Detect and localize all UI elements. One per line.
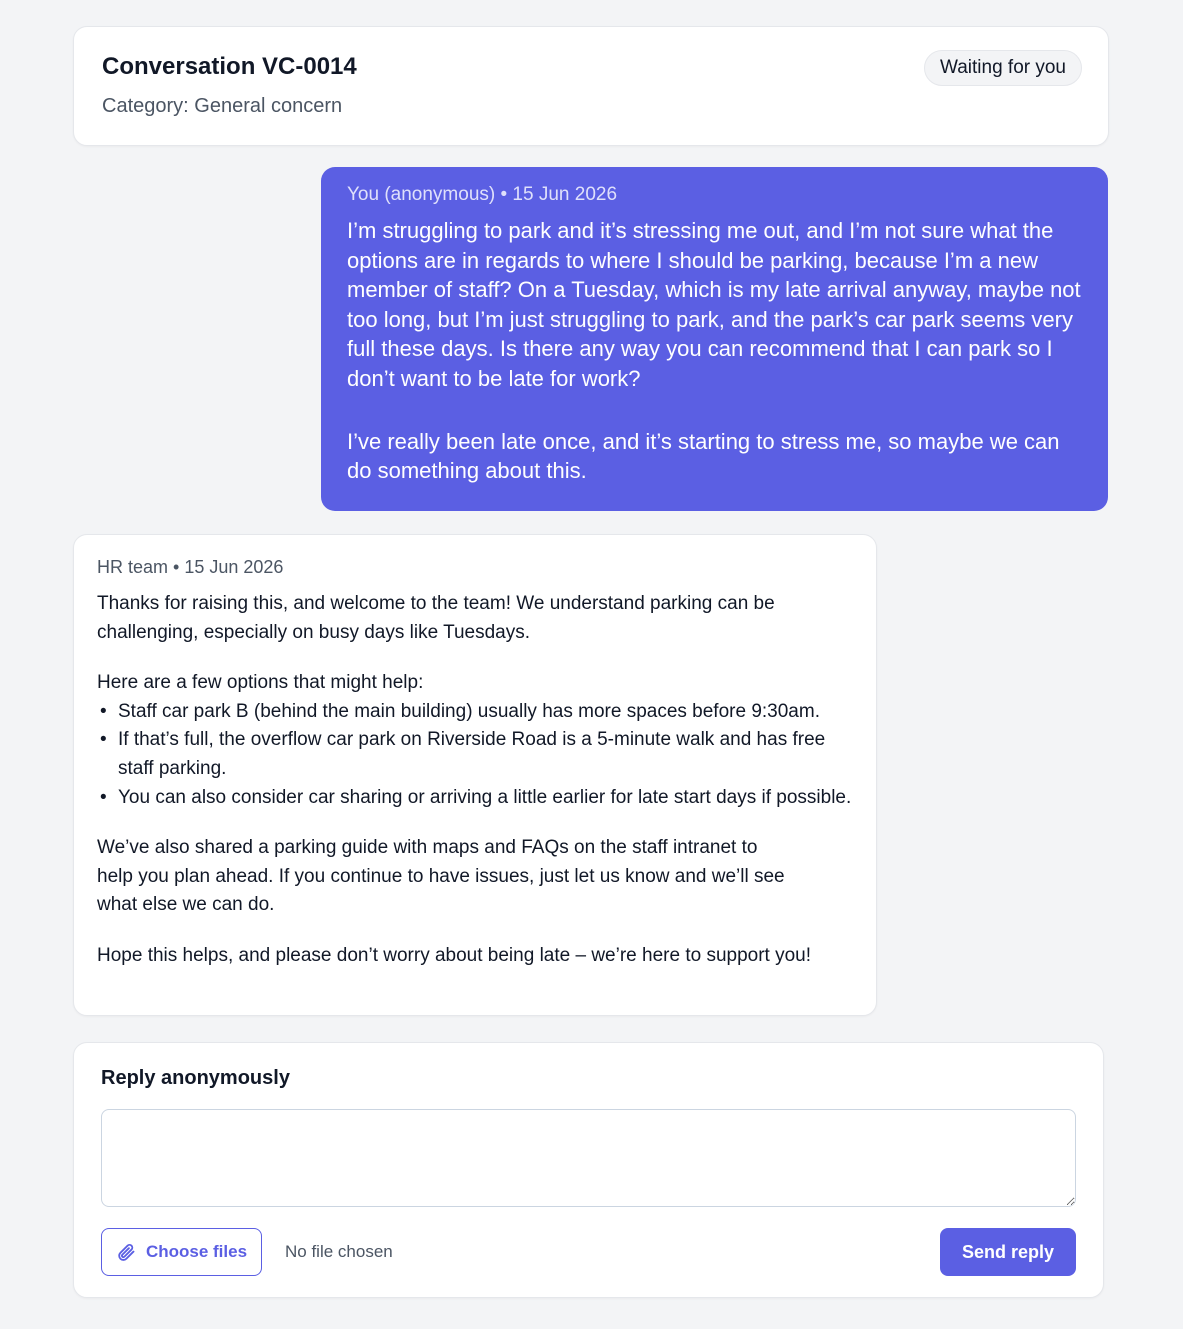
reply-panel bbox=[73, 1042, 1104, 1298]
hr-closing: Hope this helps, and please don’t worry about being late – we’re here to support you! bbox=[97, 944, 812, 966]
conversation-category: Category: General concern bbox=[102, 95, 343, 117]
conversation-title: Conversation VC-0014 bbox=[102, 53, 357, 80]
list-item: • Staff car park B (behind the main building) usually has more spaces before 9:30am. bbox=[97, 698, 853, 727]
user-message-meta: You (anonymous) • 15 Jun 2026 bbox=[347, 184, 618, 205]
user-message-paragraph: I’m struggling to park and it’s stressing me out, and I’m not sure what the options are in regards to where I should be parking, because I’m a new member of staff? On a Tuesday, which is my late arrival anyway, maybe not too long, but I’m just struggling to park, and the park’s car park seems very full these days. Is there any way you can recommend that I can park so I don’t want to be late for work? bbox=[347, 218, 1081, 391]
hr-intro: Thanks for raising this, and welcome to the team! We understand parking can be challenging, especially on busy days like Tuesdays. bbox=[97, 593, 775, 643]
user-message-paragraph: I’ve really been late once, and it’s starting to stress me, so maybe we can do something about this. bbox=[347, 428, 1060, 484]
hr-message bbox=[73, 534, 877, 1016]
hr-list-intro: Here are a few options that might help: bbox=[97, 672, 424, 694]
conversation-header bbox=[73, 26, 1109, 146]
choose-files-button[interactable] bbox=[101, 1228, 262, 1276]
choose-files-label: Choose files bbox=[145, 1242, 248, 1261]
no-file-text: No file chosen bbox=[285, 1242, 393, 1261]
hr-message-body bbox=[97, 590, 853, 971]
status-badge: Waiting for you bbox=[924, 50, 1082, 86]
hr-message-meta: HR team • 15 Jun 2026 bbox=[97, 557, 284, 577]
list-item: • If that’s full, the overflow car park on Riverside Road is a 5-minute walk and has free staff parking. bbox=[97, 726, 853, 783]
paperclip-icon bbox=[116, 1242, 136, 1262]
reply-input[interactable] bbox=[101, 1109, 1076, 1207]
hr-options-list bbox=[97, 698, 853, 812]
send-reply-button[interactable]: Send reply bbox=[940, 1228, 1076, 1276]
reply-title: Reply anonymously bbox=[101, 1067, 290, 1089]
user-message bbox=[321, 167, 1108, 511]
hr-guide: We’ve also shared a parking guide with maps and FAQs on the staff intranet to help you plan ahead. If you continue to have issues, just let us know and we’ll see what else we can do. bbox=[97, 837, 785, 916]
list-item: • You can also consider car sharing or arriving a little earlier for late start days if possible. bbox=[97, 784, 853, 813]
